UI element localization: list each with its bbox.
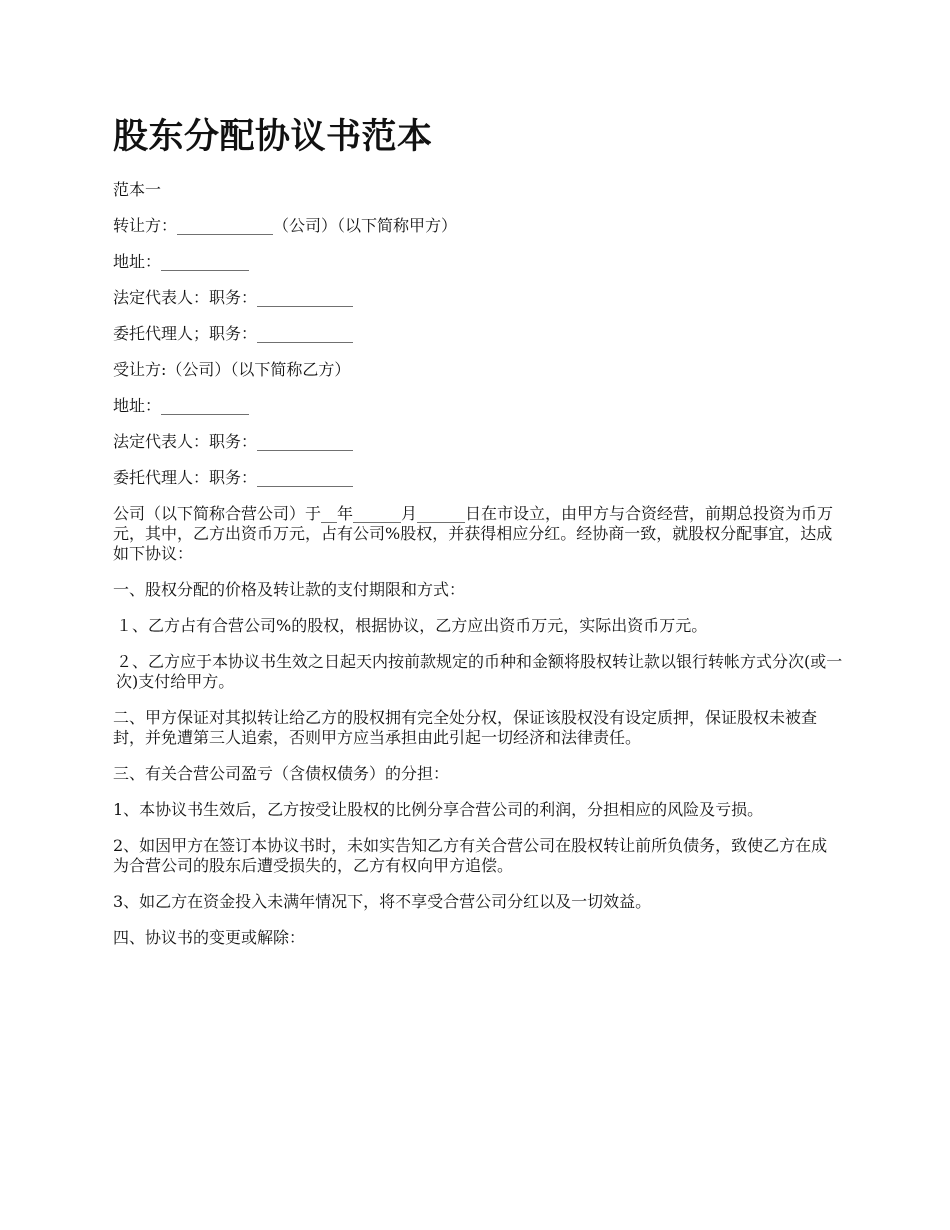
paragraph-transferor-agent: 委托代理人；职务：____________ — [113, 324, 354, 343]
paragraph-section-3-item-3: 3、如乙方在资金投入未满年情况下，将不享受合营公司分红以及一切效益。 — [113, 892, 652, 911]
paragraph-section-1-item-2: ２、乙方应于本协议书生效之日起天内按前款规定的币种和金额将股权转让款以银行转帐方式分次(或一次)支付给甲方。 — [116, 652, 843, 691]
paragraph-transferor-legal-rep: 法定代表人：职务：____________ — [113, 288, 354, 307]
paragraph-preamble: 公司（以下简称合营公司）于__年______月______日在市设立，由甲方与合资经营，前期总投资为币万元，其中，乙方出资币万元，占有公司%股权，并获得相应分红。经协商一致，就股权分配事宜，达成如下协议： — [113, 504, 834, 563]
paragraph-transferee-address: 地址：___________ — [113, 396, 250, 415]
paragraph-transferor-address: 地址：___________ — [113, 252, 250, 271]
paragraph-transferee-agent: 委托代理人：职务：____________ — [113, 468, 354, 487]
paragraph-section-3-item-1: 1、本协议书生效后，乙方按受让股权的比例分享合营公司的利润，分担相应的风险及亏损。 — [113, 800, 764, 819]
paragraph-section-1-item-1: １、乙方占有合营公司%的股权，根据协议，乙方应出资币万元，实际出资币万元。 — [116, 616, 708, 635]
paragraph-transferor: 转让方：____________（公司）（以下简称甲方） — [113, 216, 458, 235]
document-page — [113, 112, 843, 964]
paragraph-section-3-item-2: 2、如因甲方在签订本协议书时，未如实告知乙方有关合营公司在股权转让前所负债务，致使乙方在成为合营公司的股东后遭受损失的，乙方有权向甲方追偿。 — [113, 836, 828, 875]
paragraph-section-3-heading: 三、有关合营公司盈亏（含债权债务）的分担： — [113, 764, 450, 783]
document-title: 股东分配协议书范本 — [113, 116, 433, 157]
paragraph-section-2: 二、甲方保证对其拟转让给乙方的股权拥有完全处分权，保证该股权没有设定质押，保证股权未被查封，并免遭第三人追索，否则甲方应当承担由此引起一切经济和法律责任。 — [113, 708, 818, 747]
paragraph-transferee-legal-rep: 法定代表人：职务：____________ — [113, 432, 354, 451]
paragraph-template-label: 范本一 — [113, 180, 162, 199]
paragraph-section-1-heading: 一、股权分配的价格及转让款的支付期限和方式： — [113, 580, 466, 599]
paragraph-transferee: 受让方:（公司）（以下简称乙方） — [113, 360, 351, 379]
paragraph-section-4-heading: 四、协议书的变更或解除： — [113, 928, 306, 947]
